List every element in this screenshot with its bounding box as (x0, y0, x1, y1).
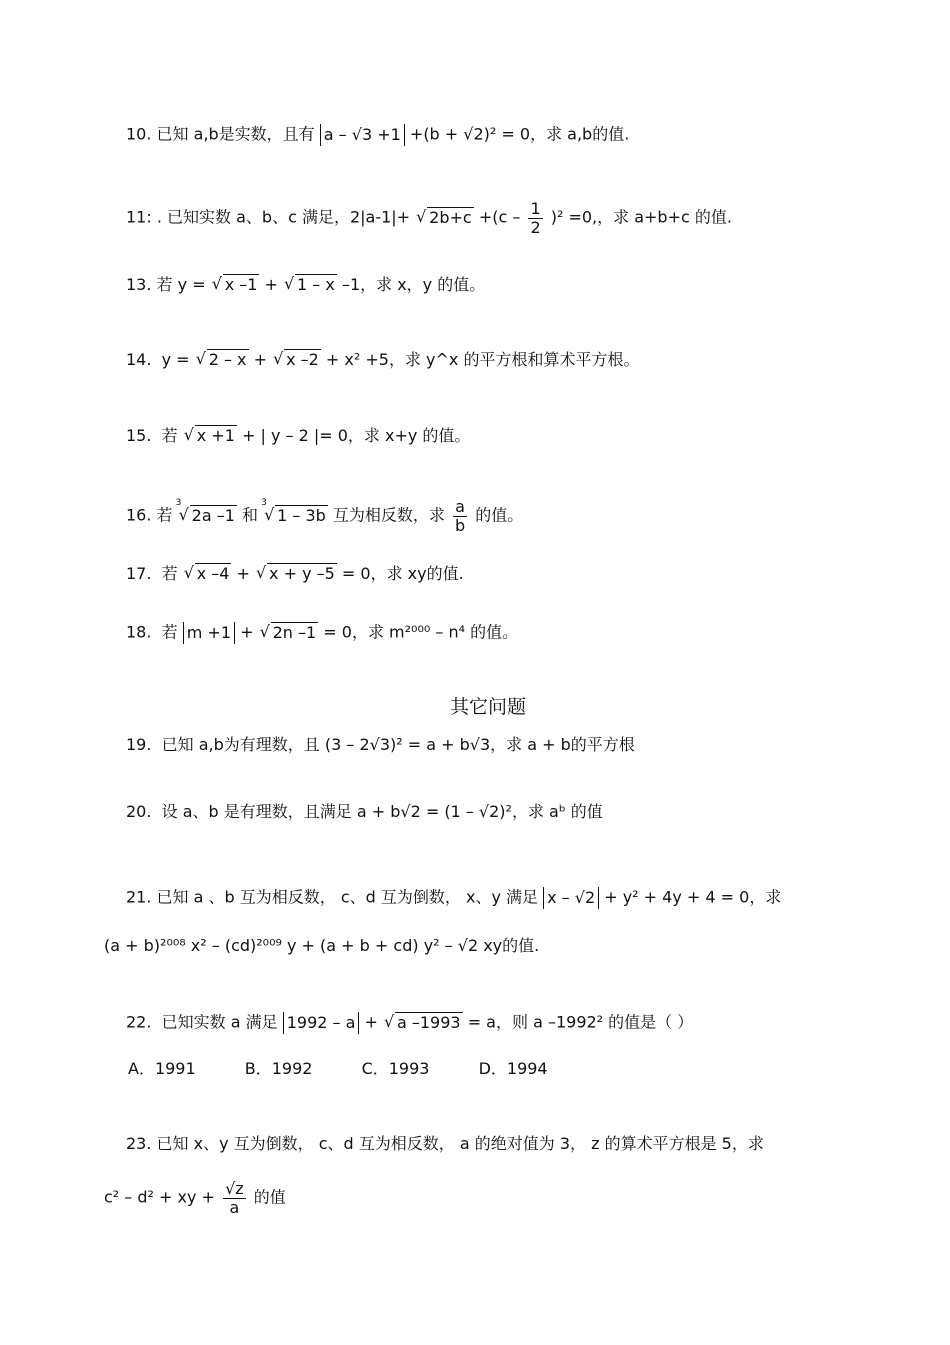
problem-22-options (128, 1061, 592, 1077)
problem-18: 18. 若 m +1 + √ 2n –1 = 0，求 m²⁰⁰⁰ – n⁴ 的值。 (126, 622, 518, 644)
problem-text: . 已知实数 a、b、c 满足，2|a-1|+ (156, 207, 411, 227)
fraction: $\frac{1}{2}$ (530, 199, 541, 237)
problem-text: 已知 a,b是实数，且有 (156, 124, 315, 144)
problem-text: 已知实数 a 满足 (161, 1012, 278, 1032)
problem-number: 10. (126, 124, 152, 144)
sqrt-expression: √ x + y –5 (257, 566, 337, 582)
problem-14: 14. y = √ 2 – x + √ x –2 + x² +5，求 y^x 的平方根和算术平方根。 (126, 352, 640, 368)
problem-21 (126, 887, 781, 909)
problem-number: 19. (126, 735, 152, 754)
problem-text: 若 (161, 622, 178, 642)
problem-text: 若 y = (156, 275, 206, 294)
problem-text: 已知 x、y 互为倒数， c、d 互为相反数， a 的绝对值为 3， z 的算术平方根是 5，求 (156, 1134, 764, 1153)
problem-22: 22. 已知实数 a 满足 1992 – a + √ a –1993 = a，则 a –1992² 的值是（ ） (126, 1012, 693, 1034)
sqrt-expression: √ 2 – x (197, 352, 249, 368)
problem-19 (126, 737, 635, 753)
problem-number: 11: (126, 207, 152, 227)
problem-tail: + | y – 2 |= 0，求 x+y 的值。 (241, 426, 471, 445)
problem-tail: –1，求 x，y 的值。 (341, 275, 486, 294)
problem-tail: 互为相反数，求 (332, 505, 445, 525)
problem-number: 14. (126, 350, 152, 369)
sqrt-expression: √ x –1 (213, 277, 260, 293)
problem-16: 16. 若 3 √ 2a –1 和 3 √ 1 – 3b 互为相反数，求 $\frac{a}{b}$ 的值。 (126, 498, 523, 534)
problem-tail: 的值 (253, 1187, 286, 1207)
problem-number: 22. (126, 1012, 152, 1032)
problem-tail: = 0，求 xy的值. (341, 564, 464, 583)
fraction: $\frac{√z}{a}$ (225, 1179, 244, 1217)
problem-text: (a + b)²⁰⁰⁸ x² – (cd)²⁰⁰⁹ y + (a + b + cd) y² – √2 xy的值. (104, 936, 540, 955)
problem-number: 16. (126, 505, 152, 525)
absolute-value: m +1 (183, 622, 235, 644)
problem-20 (126, 804, 603, 820)
problem-text: c² – d² + xy + (104, 1187, 215, 1207)
sqrt-expression: √ 2n –1 (261, 625, 319, 641)
problem-tail: )² =0,，求 a+b+c 的值. (550, 207, 732, 227)
problem-10 (126, 124, 629, 146)
problem-tail: = 0，求 m²⁰⁰⁰ – n⁴ 的值。 (323, 622, 519, 642)
problem-text: 已知 a 、b 互为相反数， c、d 互为倒数， x、y 满足 (156, 887, 539, 907)
problem-number: 15. (126, 426, 152, 445)
option-b: B．1992 (244, 1059, 313, 1078)
problem-text: 若 (161, 564, 178, 583)
problem-number: 23. (126, 1134, 152, 1153)
sqrt-expression: √ 2b+c (417, 210, 474, 226)
sqrt-expression: √ x +1 (185, 428, 237, 444)
problem-number: 18. (126, 622, 152, 642)
problem-mid: 和 (242, 505, 259, 525)
option-c: C．1993 (361, 1059, 430, 1078)
problem-23 (126, 1136, 764, 1152)
problem-13: 13. 若 y = √ x –1 + √ 1 – x –1，求 x，y 的值。 (126, 277, 485, 293)
cube-root-expression: √ 1 – 3b (265, 508, 328, 524)
problem-11 (126, 200, 732, 236)
sqrt-expression: √ 1 – x (285, 277, 337, 293)
problem-text: y = (161, 350, 190, 369)
fraction: $\frac{a}{b}$ (455, 497, 466, 535)
problem-number: 17. (126, 564, 152, 583)
problem-text: 若 (156, 505, 173, 525)
sqrt-expression: √ a –1993 (385, 1015, 463, 1031)
section-title: 其它问题 (450, 696, 527, 718)
problem-number: 13. (126, 275, 152, 294)
problem-text: 已知 a,b为有理数，且 (3 – 2√3)² = a + b√3，求 a + b的平方根 (161, 735, 635, 754)
problem-mid: +(c – (478, 207, 521, 227)
problem-15 (126, 428, 470, 444)
problem-tail: + y² + 4y + 4 = 0，求 (604, 887, 782, 907)
problem-text: 若 (161, 426, 178, 445)
problem-23-continued (104, 1180, 286, 1216)
cube-root-expression: √ 2a –1 (180, 508, 237, 524)
absolute-value: x – √2 (543, 887, 599, 909)
problem-21-continued (104, 938, 539, 954)
problem-tail: + x² +5，求 y^x 的平方根和算术平方根。 (325, 350, 640, 369)
problem-tail: +(b + √2)² = 0，求 a,b的值. (409, 124, 630, 144)
sqrt-expression: √ x –4 (185, 566, 232, 582)
problem-tail: = a，则 a –1992² 的值是（ ） (467, 1012, 694, 1032)
problem-17: 17. 若 √ x –4 + √ x + y –5 = 0，求 xy的值. (126, 566, 464, 582)
absolute-value: 1992 – a (283, 1012, 360, 1034)
problem-number: 21. (126, 887, 152, 907)
sqrt-expression: √ x –2 (274, 352, 321, 368)
problem-number: 20. (126, 802, 152, 821)
absolute-value: a – √3 +1 (320, 124, 405, 146)
problem-end: 的值。 (475, 505, 524, 525)
option-a: A．1991 (128, 1059, 196, 1078)
problem-text: 设 a、b 是有理数，且满足 a + b√2 = (1 – √2)²，求 aᵇ 的值 (161, 802, 603, 821)
option-d: D．1994 (478, 1059, 548, 1078)
